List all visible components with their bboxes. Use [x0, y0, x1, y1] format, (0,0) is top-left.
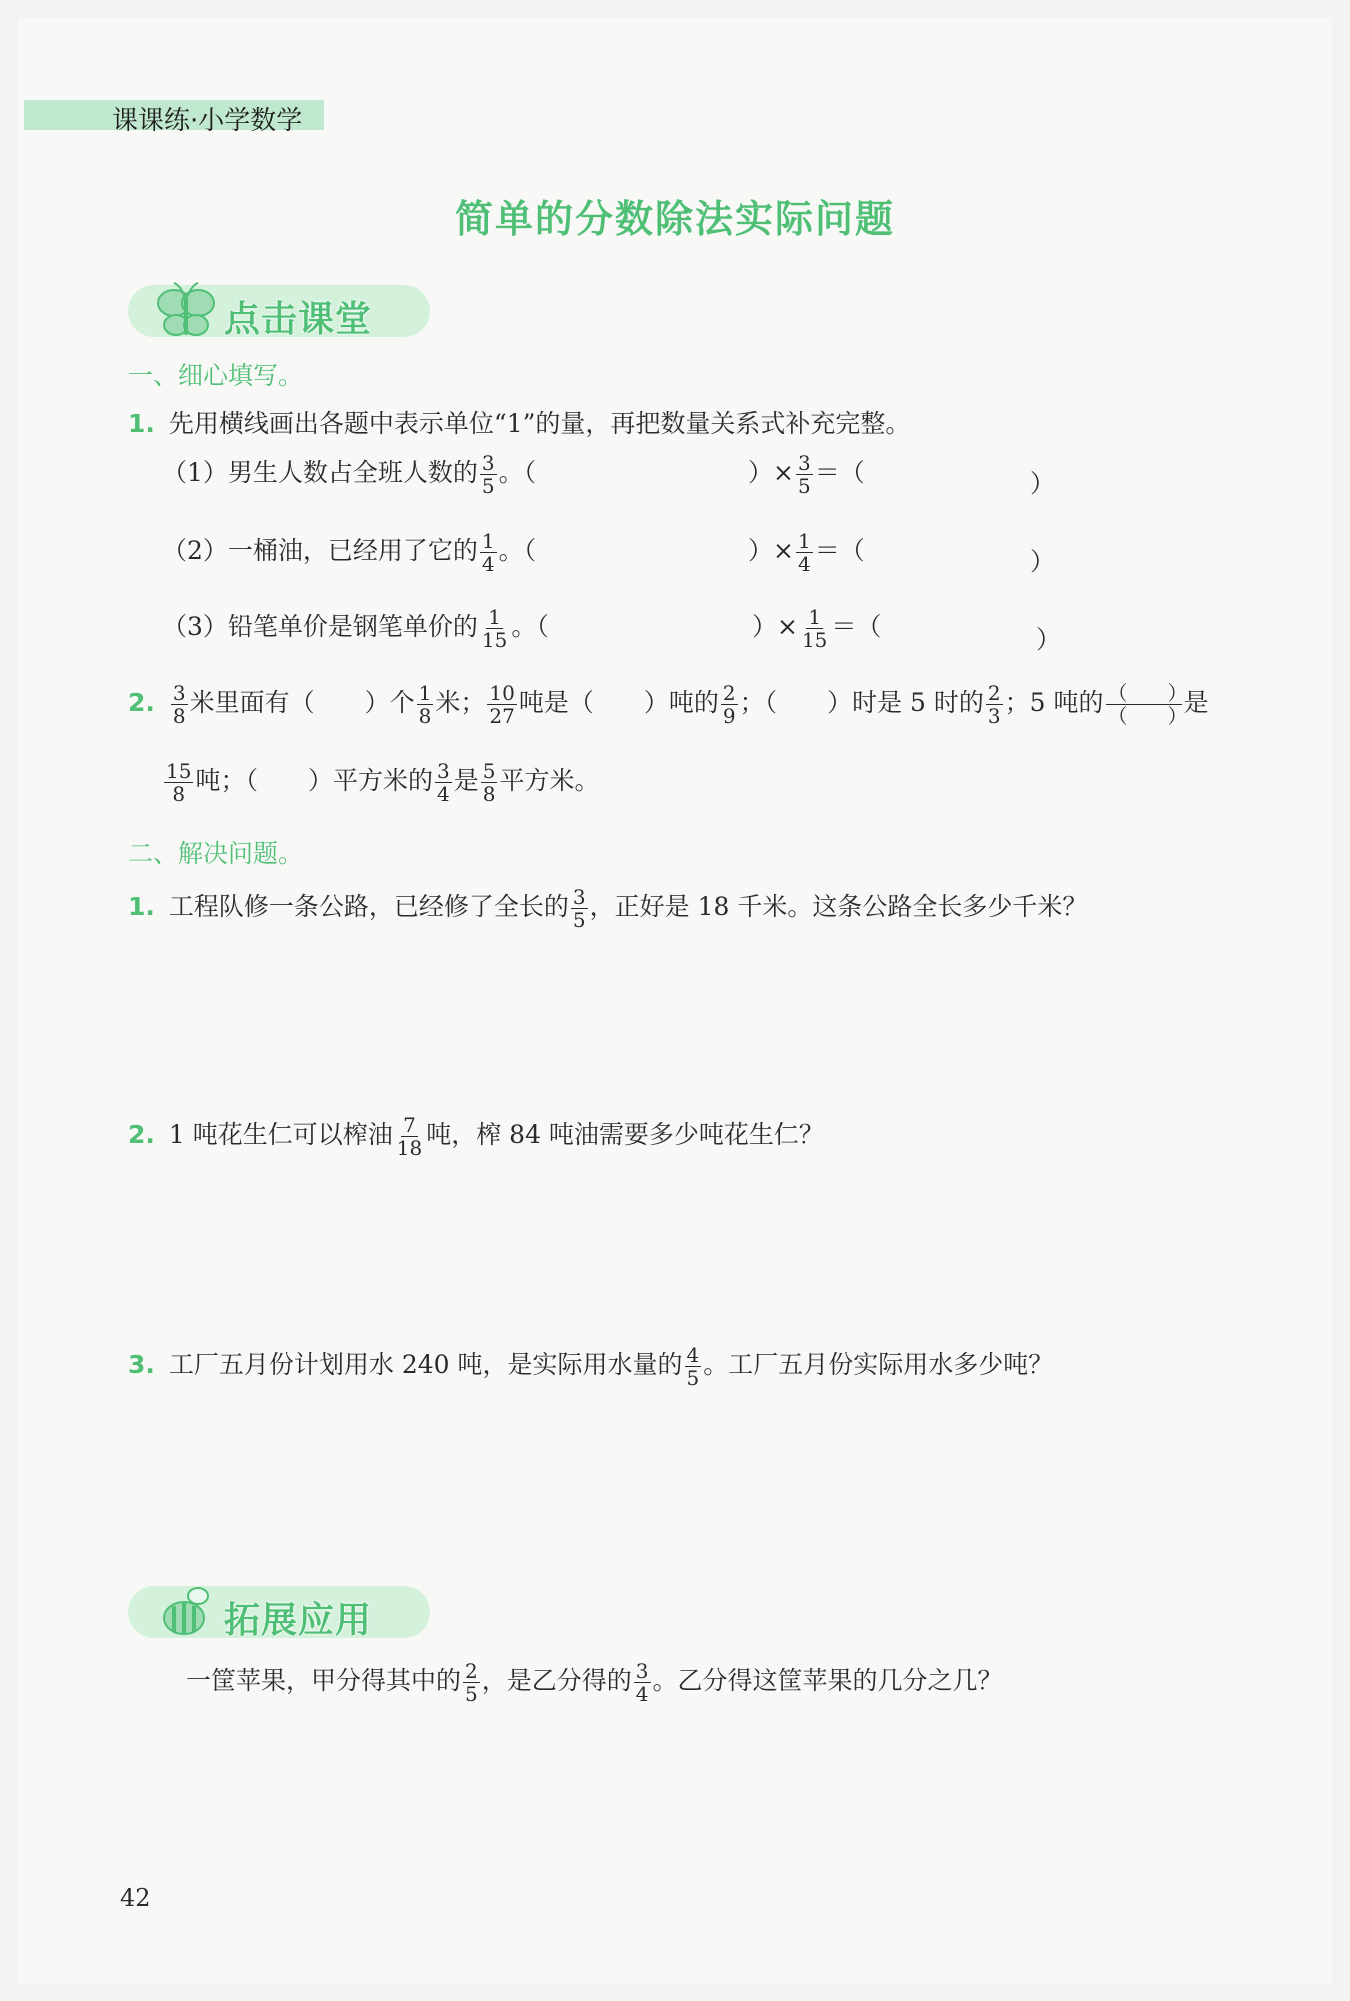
blank-fraction[interactable]: $\frac{( )}{( )}$	[1107, 681, 1188, 728]
q1-item-2-relation: ）× $\frac{1}{4}$ ＝（	[748, 529, 865, 576]
item-label: （3）铅笔单价是钢笔单价的	[162, 612, 478, 641]
banner-label: 拓展应用	[224, 1600, 373, 1641]
page-number: 42	[120, 1884, 151, 1912]
fraction: $\frac{1}{15}$	[481, 605, 508, 652]
section-heading-solve: 二、解决问题。	[128, 839, 304, 868]
butterfly-icon	[154, 279, 220, 349]
banner-label: 点击课堂	[224, 299, 373, 340]
fraction: $\frac{1}{15}$	[801, 605, 828, 652]
problem-3: 3. 工厂五月份计划用水 240 吨，是实际用水量的 $\frac{4}{5}$ 。工厂五月份实际用水多少吨？	[128, 1343, 1054, 1390]
extension-problem: 一筐苹果，甲分得其中的 $\frac{2}{5}$ ，是乙分得的 $\frac{3}{4}$ 。乙分得这筐苹果的几分之几？	[186, 1659, 1003, 1706]
problem-1: 1. 工程队修一条公路，已经修了全长的 $\frac{3}{5}$ ，正好是 18 千米。这条公路全长多少千米？	[128, 885, 1088, 932]
banner-extension	[128, 1586, 430, 1641]
question-1	[128, 404, 910, 440]
q1-item-2: （2）一桶油，已经用了它的 $\frac{1}{4}$ 。（	[162, 529, 537, 576]
q1-item-1: （1）男生人数占全班人数的 $\frac{3}{5}$ 。（	[162, 451, 537, 498]
fraction: $\frac{1}{4}$	[797, 529, 811, 576]
fraction: $\frac{1}{4}$	[481, 529, 495, 576]
q1-item-3-relation: ）× $\frac{1}{15}$ ＝（	[752, 605, 882, 652]
problem-2: 2. 1 吨花生仁可以榨油 $\frac{7}{18}$ 吨，榨 84 吨油需要多少吨花生仁？	[128, 1113, 824, 1160]
question-2-continued: $\frac{15}{8}$ 吨；（ ）平方米的 $\frac{3}{4}$ 是 $\frac{5}{8}$ 平方米。	[166, 759, 600, 806]
question-number: 1.	[128, 409, 155, 438]
page-title: 简单的分数除法实际问题	[454, 197, 895, 241]
bee-icon	[154, 1580, 220, 1650]
series-title: 课课练·小学数学	[112, 106, 303, 136]
question-2: 2. $\frac{3}{8}$ 米里面有（ ）个 $\frac{1}{8}$ 米； $\frac{10}{27}$ 吨是（ ）吨的 $\frac{2}{9}$ ；（ ）时是 5 时的 $\frac{2}{3}$ ；5 吨的 $\frac{( )}{( )}$ 是	[128, 681, 1209, 728]
question-text: 先用横线画出各题中表示单位“1”的量，再把数量关系式补充完整。	[168, 409, 911, 438]
section-heading-fill: 一、细心填写。	[128, 361, 304, 390]
banner-classroom	[128, 285, 430, 340]
q1-item-3-close: ）	[1036, 625, 1062, 654]
question-number: 2.	[128, 688, 155, 717]
fraction: $\frac{3}{5}$	[797, 451, 811, 498]
q1-item-2-close: ）	[1030, 547, 1056, 576]
item-label: （1）男生人数占全班人数的	[162, 458, 478, 487]
fraction: $\frac{3}{5}$	[481, 451, 495, 498]
q1-item-3: （3）铅笔单价是钢笔单价的 $\frac{1}{15}$ 。（	[162, 605, 549, 652]
q1-item-1-relation: ）× $\frac{3}{5}$ ＝（	[748, 451, 865, 498]
item-label: （2）一桶油，已经用了它的	[162, 536, 478, 565]
q1-item-1-close: ）	[1030, 469, 1056, 498]
